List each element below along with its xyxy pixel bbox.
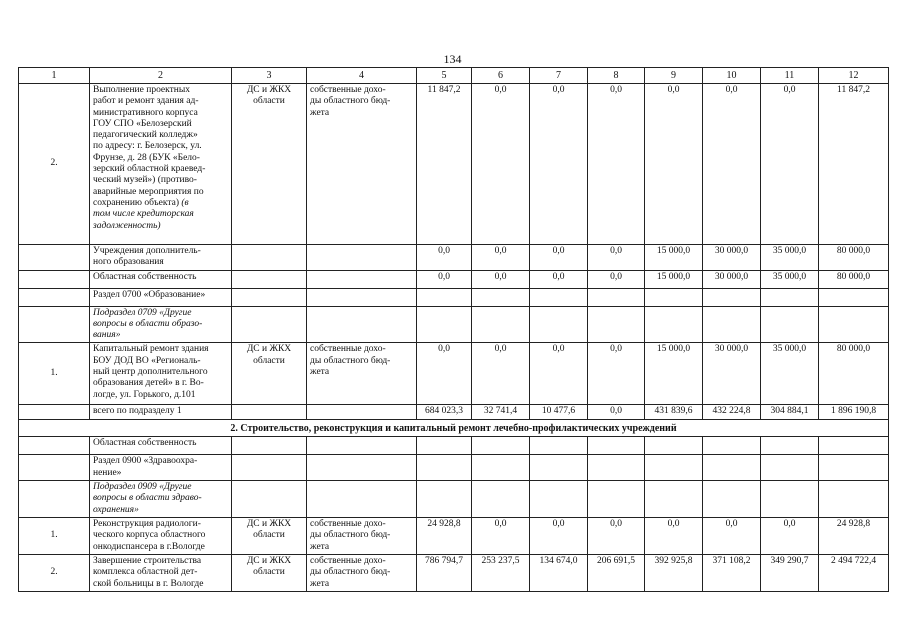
row-number: 1. (19, 343, 90, 405)
responsible-body-line: ДС и ЖКХ (246, 556, 292, 567)
funding-source (307, 270, 417, 288)
funding-source-line: ды областного бюд- (310, 567, 391, 578)
item-name-line: ный центр дополнительного (93, 367, 208, 378)
value-cell (588, 455, 645, 481)
value-cell: 30 000,0 (703, 245, 761, 271)
item-name-line: Фрунзе, д. 28 (БУК «Бело- (93, 152, 200, 163)
value-cell (588, 288, 645, 306)
value-cell: 24 928,8 (417, 518, 472, 555)
row-number (19, 288, 90, 306)
item-name-line: вопросы в области образо- (93, 318, 203, 329)
responsible-body (232, 405, 307, 420)
value-cell (761, 437, 819, 455)
value-cell: 24 928,8 (819, 518, 889, 555)
funding-source (307, 245, 417, 271)
value-cell: 10 477,6 (530, 405, 588, 420)
column-header-7: 7 (530, 68, 588, 84)
value-cell: 0,0 (645, 84, 703, 245)
item-name-line: онкодиспансера в г.Вологде (93, 541, 205, 552)
funding-source-line: собственные дохо- (310, 519, 386, 530)
value-cell: 0,0 (530, 270, 588, 288)
value-cell (472, 455, 530, 481)
value-cell: 253 237,5 (472, 555, 530, 592)
value-cell: 0,0 (703, 84, 761, 245)
header-row (19, 68, 889, 84)
value-cell: 0,0 (472, 245, 530, 271)
value-cell: 30 000,0 (703, 270, 761, 288)
italic-note-line: задолженность) (93, 220, 161, 231)
item-name-line: Подраздел 0709 «Другие (93, 307, 192, 318)
value-cell: 11 847,2 (819, 84, 889, 245)
row-number (19, 306, 90, 343)
column-header-12: 12 (819, 68, 889, 84)
value-cell (703, 288, 761, 306)
value-cell (530, 288, 588, 306)
value-cell: 80 000,0 (819, 245, 889, 271)
row-number (19, 455, 90, 481)
funding-source-line: жета (310, 541, 330, 552)
page-number: 134 (443, 52, 462, 66)
value-cell (819, 306, 889, 343)
item-name-line: ного образования (93, 257, 164, 268)
responsible-body-line: ДС и ЖКХ (246, 85, 292, 95)
row-number (19, 270, 90, 288)
value-cell: 206 691,5 (588, 555, 645, 592)
item-name-line: ГОУ СПО «Белозерский (93, 118, 192, 129)
responsible-body-line: области (253, 96, 285, 107)
item-name-line: сохранению объекта) (в (93, 197, 189, 208)
value-cell: 0,0 (530, 84, 588, 245)
value-cell: 2 494 722,4 (819, 555, 889, 592)
item-name-line: Реконструкция радиологи- (93, 519, 201, 530)
item-name-line: ской больницы в г. Вологде (93, 578, 204, 589)
value-cell (761, 481, 819, 518)
item-name-line: министративного корпуса (93, 107, 198, 118)
item-name-line: логде, ул. Горького, д.101 (93, 389, 196, 400)
funding-source-line: собственные дохо- (310, 344, 386, 355)
column-header-2: 2 (90, 68, 232, 84)
column-header-4: 4 (307, 68, 417, 84)
column-header-6: 6 (472, 68, 530, 84)
column-header-8: 8 (588, 68, 645, 84)
value-cell: 304 884,1 (761, 405, 819, 420)
row-number: 2. (19, 555, 90, 592)
value-cell: 432 224,8 (703, 405, 761, 420)
value-cell (417, 437, 472, 455)
item-name-line: нение» (93, 467, 122, 478)
value-cell (645, 437, 703, 455)
value-cell (703, 437, 761, 455)
value-cell: 15 000,0 (645, 245, 703, 271)
responsible-body (232, 343, 307, 405)
item-name-line: педагогический колледж» (93, 130, 198, 141)
item-name-line: по адресу: г. Белозерск, ул. (93, 141, 202, 152)
value-cell: 0,0 (645, 518, 703, 555)
item-name-line: образования детей» в г. Во- (93, 378, 204, 389)
value-cell (645, 455, 703, 481)
value-cell: 32 741,4 (472, 405, 530, 420)
value-cell (588, 481, 645, 518)
value-cell: 786 794,7 (417, 555, 472, 592)
item-name-line: ческого корпуса областного (93, 530, 206, 541)
value-cell: 371 108,2 (703, 555, 761, 592)
row-number: 1. (19, 518, 90, 555)
item-name-line: всего по подразделу 1 (93, 406, 182, 417)
item-name (90, 288, 232, 306)
responsible-body (232, 518, 307, 555)
row-number (19, 437, 90, 455)
value-cell: 80 000,0 (819, 270, 889, 288)
item-name-line: Раздел 0900 «Здравоохра- (93, 456, 198, 467)
funding-source (307, 518, 417, 555)
value-cell (645, 481, 703, 518)
responsible-body (232, 84, 307, 245)
section-title: 2. Строительство, реконструкция и капитальный ремонт лечебно-профилактических учреждений (19, 420, 889, 437)
item-name-line: ческий музей») (противо- (93, 175, 197, 186)
funding-source-line: ды областного бюд- (310, 96, 391, 107)
value-cell: 0,0 (472, 84, 530, 245)
item-name (90, 245, 232, 271)
value-cell (819, 455, 889, 481)
responsible-body-line: ДС и ЖКХ (246, 344, 292, 355)
funding-source (307, 555, 417, 592)
column-header-3: 3 (232, 68, 307, 84)
value-cell: 0,0 (417, 343, 472, 405)
item-name (90, 84, 232, 245)
value-cell (761, 306, 819, 343)
table-row (19, 405, 889, 420)
row-number (19, 245, 90, 271)
column-header-11: 11 (761, 68, 819, 84)
value-cell (703, 481, 761, 518)
value-cell (530, 437, 588, 455)
value-cell (472, 306, 530, 343)
value-cell: 0,0 (588, 245, 645, 271)
funding-source-line: ды областного бюд- (310, 530, 391, 541)
item-name-line: вания» (93, 330, 121, 341)
funding-source (307, 437, 417, 455)
value-cell: 0,0 (530, 343, 588, 405)
funding-source (307, 455, 417, 481)
value-cell: 0,0 (588, 518, 645, 555)
responsible-body-line: области (253, 355, 285, 366)
value-cell: 0,0 (472, 270, 530, 288)
row-number (19, 481, 90, 518)
value-cell (417, 481, 472, 518)
item-name (90, 306, 232, 343)
responsible-body (232, 245, 307, 271)
row-number: 2. (19, 84, 90, 245)
value-cell: 30 000,0 (703, 343, 761, 405)
funding-source-line: собственные дохо- (310, 556, 386, 567)
funding-source (307, 288, 417, 306)
table-row (19, 288, 889, 306)
value-cell: 0,0 (588, 270, 645, 288)
item-name (90, 555, 232, 592)
value-cell (472, 437, 530, 455)
table-row (19, 481, 889, 518)
item-name (90, 437, 232, 455)
item-name-line: аварийные мероприятия по (93, 186, 204, 197)
column-header-1: 1 (19, 68, 90, 84)
table-row (19, 270, 889, 288)
table-row (19, 84, 889, 245)
table-row (19, 306, 889, 343)
funding-source-line: ды областного бюд- (310, 355, 391, 366)
funding-source (307, 84, 417, 245)
column-header-10: 10 (703, 68, 761, 84)
value-cell: 0,0 (417, 270, 472, 288)
item-name (90, 405, 232, 420)
value-cell: 15 000,0 (645, 270, 703, 288)
value-cell: 35 000,0 (761, 245, 819, 271)
item-name (90, 270, 232, 288)
funding-source-line: жета (310, 578, 330, 589)
item-name-line: комплекса областной дет- (93, 567, 198, 578)
italic-note: (в (181, 197, 189, 208)
item-name-line: Областная собственность (93, 271, 197, 282)
value-cell: 15 000,0 (645, 343, 703, 405)
responsible-body (232, 455, 307, 481)
responsible-body (232, 270, 307, 288)
responsible-body-line: ДС и ЖКХ (246, 519, 292, 530)
item-name-line: Раздел 0700 «Образование» (93, 289, 206, 300)
value-cell (761, 455, 819, 481)
value-cell (819, 437, 889, 455)
funding-source (307, 481, 417, 518)
value-cell (645, 288, 703, 306)
item-name-line: работ и ремонт здания ад- (93, 96, 199, 107)
value-cell: 349 290,7 (761, 555, 819, 592)
responsible-body (232, 306, 307, 343)
value-cell: 0,0 (472, 343, 530, 405)
table-row (19, 343, 889, 405)
column-header-9: 9 (645, 68, 703, 84)
value-cell (703, 306, 761, 343)
item-name (90, 518, 232, 555)
responsible-body (232, 481, 307, 518)
value-cell (645, 306, 703, 343)
value-cell: 0,0 (530, 518, 588, 555)
value-cell: 0,0 (703, 518, 761, 555)
item-name-line: вопросы в области здраво- (93, 493, 202, 504)
table-row (19, 245, 889, 271)
funding-source (307, 405, 417, 420)
value-cell (761, 288, 819, 306)
table-row (19, 437, 889, 455)
value-cell (703, 455, 761, 481)
value-cell (472, 288, 530, 306)
value-cell (472, 481, 530, 518)
value-cell: 80 000,0 (819, 343, 889, 405)
table-body (19, 68, 889, 592)
item-name-line: Выполнение проектных (93, 85, 191, 95)
funding-source (307, 306, 417, 343)
value-cell: 0,0 (530, 245, 588, 271)
value-cell: 0,0 (588, 343, 645, 405)
value-cell: 0,0 (472, 518, 530, 555)
value-cell: 0,0 (588, 84, 645, 245)
value-cell (530, 481, 588, 518)
funding-source-line: жета (310, 107, 330, 118)
value-cell: 684 023,3 (417, 405, 472, 420)
value-cell: 134 674,0 (530, 555, 588, 592)
funding-source-line: жета (310, 367, 330, 378)
item-name-line: Капитальный ремонт здания (93, 344, 209, 355)
item-name (90, 455, 232, 481)
funding-source-line: собственные дохо- (310, 85, 386, 95)
item-name-line: Областная собственность (93, 438, 197, 449)
item-name-line: БОУ ДОД ВО «Региональ- (93, 355, 201, 366)
value-cell: 431 839,6 (645, 405, 703, 420)
value-cell (819, 481, 889, 518)
value-cell: 0,0 (588, 405, 645, 420)
item-name-line: Завершение строительства (93, 556, 202, 567)
item-name-line: Подраздел 0909 «Другие (93, 482, 192, 493)
value-cell: 0,0 (761, 84, 819, 245)
item-name (90, 343, 232, 405)
table-row (19, 455, 889, 481)
funding-source (307, 343, 417, 405)
value-cell (417, 288, 472, 306)
section-row (19, 420, 889, 437)
value-cell: 0,0 (417, 245, 472, 271)
italic-note-line: том числе кредиторская (93, 209, 194, 220)
value-cell (417, 455, 472, 481)
value-cell (417, 306, 472, 343)
value-cell (588, 306, 645, 343)
value-cell (530, 455, 588, 481)
column-header-5: 5 (417, 68, 472, 84)
responsible-body (232, 437, 307, 455)
responsible-body-line: области (253, 530, 285, 541)
responsible-body-line: области (253, 567, 285, 578)
item-name (90, 481, 232, 518)
item-name-line: охранения» (93, 504, 139, 515)
value-cell (819, 288, 889, 306)
value-cell (530, 306, 588, 343)
table-row (19, 518, 889, 555)
value-cell: 1 896 190,8 (819, 405, 889, 420)
row-number (19, 405, 90, 420)
item-name-line: Учреждения дополнитель- (93, 246, 201, 256)
value-cell: 392 925,8 (645, 555, 703, 592)
value-cell: 11 847,2 (417, 84, 472, 245)
table-row (19, 555, 889, 592)
budget-table (18, 67, 889, 592)
item-name-line: зерский областной краевед- (93, 164, 206, 175)
value-cell: 35 000,0 (761, 343, 819, 405)
value-cell (588, 437, 645, 455)
responsible-body (232, 555, 307, 592)
value-cell: 0,0 (761, 518, 819, 555)
responsible-body (232, 288, 307, 306)
value-cell: 35 000,0 (761, 270, 819, 288)
